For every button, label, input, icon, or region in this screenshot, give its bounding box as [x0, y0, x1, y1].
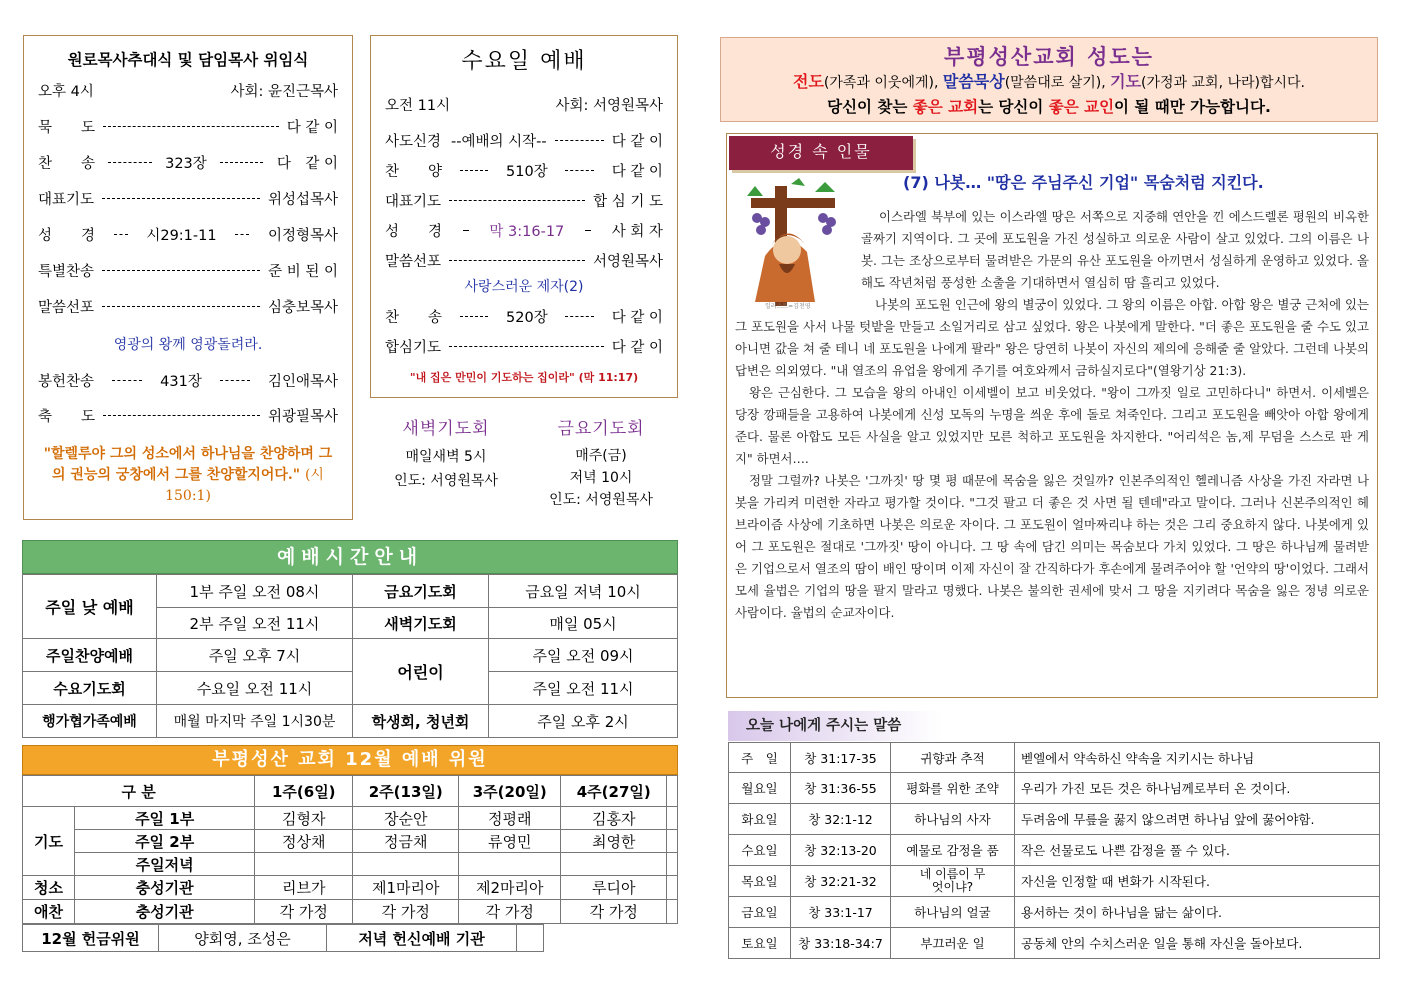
day-cell: 토요일 [729, 928, 791, 959]
wednesday-time: 오전 11시 [385, 98, 451, 114]
cell [561, 853, 667, 876]
ordination-item [38, 116, 338, 137]
food-sub: 충성기관 [75, 900, 255, 924]
dawn-line: 인도: 서영원목사 [394, 473, 498, 489]
table-row [23, 575, 678, 608]
item-label: 특별찬송 [38, 264, 95, 280]
header-cell: 4주(27일) [561, 776, 667, 807]
ordination-header [38, 80, 338, 101]
day-cell: 주 일 [729, 743, 791, 773]
item-right: 다 같 이 [276, 156, 338, 172]
text: 이 될 때만 가능합니다. [1114, 98, 1271, 116]
wednesday-box [370, 35, 678, 398]
table-row [729, 743, 1380, 773]
item-mid: 막 3:16-17 [489, 224, 565, 240]
empty-cell [667, 853, 678, 876]
motto-box [720, 37, 1378, 122]
summary-cell: 우리가 가진 모든 것은 하나님께로부터 온 것이다. [1015, 773, 1380, 804]
header-cell: 2주(13일) [353, 776, 459, 807]
table-row [23, 876, 678, 900]
dawn-title: 새벽기도회 [402, 419, 490, 439]
ordination-item [38, 188, 338, 209]
ref-cell: 창 31:36-55 [791, 773, 891, 804]
text: (가정과 교회, 나라)합시다. [1141, 75, 1305, 91]
food-label: 애찬 [23, 900, 75, 924]
schedule-title: 예배시간안내 [22, 540, 678, 574]
item-label: 사도신경 [385, 134, 442, 150]
kids-time2: 주일 오전 11시 [489, 672, 678, 705]
summary-cell: 공동체 안의 수치스러운 일을 통해 자신을 돌아보다. [1015, 928, 1380, 959]
item-label: 대표기도 [38, 192, 95, 208]
header-cell: 1주(6일) [255, 776, 353, 807]
wednesday-item [385, 160, 663, 181]
item-right: 심충보목사 [267, 300, 338, 316]
item-right: 합 심 기 도 [593, 194, 663, 210]
wednesday-item [385, 250, 663, 271]
cell: 각 가정 [459, 900, 561, 924]
item-right: 김인애목사 [267, 374, 338, 390]
ref-cell: 창 32:1-12 [791, 804, 891, 835]
item-right: 다 같 이 [611, 134, 663, 150]
summary-cell: 두려움에 무릎을 꿇지 않으려면 하나님 앞에 꿇어야함. [1015, 804, 1380, 835]
family-label: 행가협가족예배 [23, 705, 157, 738]
table-row [23, 705, 678, 738]
bible-person-headline: (7) 나봇… "땅은 주님주신 기업" 목숨처럼 지킨다. [903, 173, 1264, 192]
committee-table [22, 775, 678, 924]
cell: 각 가정 [255, 900, 353, 924]
clean-sub: 충성기관 [75, 876, 255, 900]
wed-label: 수요기도회 [23, 672, 157, 705]
item-label: 성 경 [385, 224, 443, 240]
summary-cell: 벧엘에서 약속하신 약속을 지키시는 하나님 [1015, 743, 1380, 773]
row-sub: 주일 2부 [75, 830, 255, 853]
cell: 류영민 [459, 830, 561, 853]
summary-cell: 자신을 인정할 때 변화가 시작된다. [1015, 866, 1380, 897]
item-label: 봉헌찬송 [38, 374, 95, 390]
empty-cell [667, 876, 678, 900]
text-good-member: 좋은 교인 [1048, 98, 1115, 116]
empty-cell [517, 925, 544, 952]
wednesday-item [385, 336, 663, 357]
praise-label: 주일찬양예배 [23, 639, 157, 672]
item-mid: 323장 [165, 156, 207, 172]
text-good-church: 좋은 교회 [912, 98, 979, 116]
item-label: 찬 송 [385, 310, 443, 326]
word-meditation: 말씀묵상 [942, 72, 1005, 91]
friday-title: 금요기도회 [557, 419, 645, 439]
article-paragraph: 왕은 근심한다. 그 모습을 왕의 아내인 이세벨이 보고 비웃었다. "왕이 그까짓 일로 고민하다니" 하면서. 이세벨은 당장 깡패들을 고용하여 나봇에게 신성 모독의 누명을 씌운 후에 돌로 쳐죽인다. 그리고 포도원을 빼앗아 아합 왕에게 준다. 물론 아합도 모든 사실을 알고 있었지만 모른 척하고 포도원을 차지한다. "어리석은 놈,제 무덤을 스스로 판 게지" 하면서…. [735, 385, 1369, 466]
item-right: 다 같 이 [286, 120, 338, 136]
cell: 최영한 [561, 830, 667, 853]
item-label: 축 도 [38, 409, 96, 425]
text: 당신이 찾는 [827, 98, 913, 116]
ordination-leader: 사회: 윤진근목사 [230, 84, 338, 100]
friday-line: 매주(금) [575, 448, 627, 464]
table-row [23, 830, 678, 853]
fri-label: 금요기도회 [353, 575, 489, 608]
table-row [729, 804, 1380, 835]
family-time: 매월 마지막 주일 1시30분 [157, 705, 353, 738]
cell: 각 가정 [353, 900, 459, 924]
ref-cell: 창 32:21-32 [791, 866, 891, 897]
ordination-item [38, 405, 338, 426]
dawn-line: 매일새벽 5시 [405, 449, 487, 465]
table-row [729, 835, 1380, 866]
ordination-item [38, 370, 338, 391]
cell [459, 853, 561, 876]
day-cell: 화요일 [729, 804, 791, 835]
ordination-item [38, 224, 338, 245]
wednesday-item [385, 190, 663, 211]
youth-time: 주일 오후 2시 [489, 705, 678, 738]
ordination-sermon-title: 영광의 왕께 영광돌려라. [113, 337, 263, 353]
article-paragraph: 나봇의 포도원 인근에 왕의 별궁이 있었다. 그 왕의 이름은 아합. 아합 왕은 별궁 근처에 있는 그 포도원을 사서 나물 텃밭을 만들고 소일거리로 삼고 싶었다. 왕은 나봇에게 말한다. "더 좋은 포도원을 줄 수도 있고 아니면 값을 쳐 줄 테니 네 포도원을 나에게 팔라" 왕은 당연히 나봇이 자신의 제의에 응해줄 줄 알았다. 그런데 나봇의 답변은 의외였다. "내 열조의 유업을 왕에게 주기를 여호와께서 금하실지로다"(열왕기상 21:3). [735, 297, 1369, 378]
table-row [729, 928, 1380, 959]
text: (가족과 이웃에게), [823, 75, 943, 91]
ordination-item [38, 260, 338, 281]
fri-time: 금요일 저녁 10시 [489, 575, 678, 608]
wednesday-item [385, 220, 663, 241]
motto-title: 부평성산교회 성도는 [944, 45, 1154, 69]
wednesday-header [385, 94, 663, 115]
summary-cell: 용서하는 것이 하나님을 닮는 삶이다. [1015, 897, 1380, 928]
kids-time1: 주일 오전 09시 [489, 639, 678, 672]
article-paragraph: 이스라엘 북부에 있는 이스라엘 땅은 서쪽으로 지중해 연안을 낀 에스드렐론 평원의 비옥한 골짜기 지역이다. 그 곳에 포도원을 가진 성실하고 의로운 사람이 살고 있었다. 그의 이름은 나봇. 그는 조상으로부터 물려받은 가문의 유산 포도원을 아끼면서 성실하게 운영하고 있었다. 올해도 작년처럼 풍성한 소출을 기대하면서 열심히 땀 흘리고 있었다. [861, 209, 1369, 290]
ordination-item [38, 296, 338, 317]
dawn-label: 새벽기도회 [353, 608, 489, 639]
empty-cell [667, 776, 678, 807]
cell: 제2마리아 [459, 876, 561, 900]
item-mid: 시29:1-11 [146, 228, 217, 244]
friday-line: 인도: 서영원목사 [549, 492, 653, 508]
table-row [23, 807, 678, 830]
day-cell: 수요일 [729, 835, 791, 866]
item-right: 서영원목사 [592, 254, 663, 270]
ordination-time: 오후 4시 [38, 84, 94, 100]
youth-label: 학생회, 청년회 [353, 705, 489, 738]
day-cell: 목요일 [729, 866, 791, 897]
table-row [729, 897, 1380, 928]
table-row [23, 639, 678, 672]
table-row [23, 776, 678, 807]
motto-line2 [721, 69, 1377, 92]
row-sub: 주일 1부 [75, 807, 255, 830]
cell: 장순안 [353, 807, 459, 830]
item-right: 준 비 된 이 [268, 264, 338, 280]
title-cell: 하나님의 얼굴 [891, 897, 1015, 928]
ref-cell: 창 33:18-34:7 [791, 928, 891, 959]
article-body [735, 206, 1369, 624]
day-cell: 월요일 [729, 773, 791, 804]
title-cell: 하나님의 사자 [891, 804, 1015, 835]
row-sub: 주일저녁 [75, 853, 255, 876]
empty-cell [667, 900, 678, 924]
wednesday-leader: 사회: 서영원목사 [555, 98, 663, 114]
table-row [729, 773, 1380, 804]
cell: 정상채 [255, 830, 353, 853]
bible-person-tag: 성경 속 인물 [729, 136, 913, 170]
prayer-label: 기도 [23, 807, 75, 876]
item-right: 다 같 이 [611, 340, 663, 356]
cell [255, 853, 353, 876]
ordination-box [23, 35, 353, 520]
daily-word-tag: 오늘 나에게 주시는 말씀 [728, 711, 942, 741]
ordination-verse [40, 444, 336, 507]
item-label: 찬 송 [38, 156, 96, 172]
daily-word-table [728, 742, 1380, 959]
cell: 루디아 [561, 876, 667, 900]
table-row [729, 866, 1380, 897]
ordination-item [38, 152, 338, 173]
item-label: 말씀선포 [385, 254, 442, 270]
title-cell: 네 이름이 무엇이냐? [891, 866, 1015, 897]
wednesday-item [385, 130, 663, 151]
item-label: 대표기도 [385, 194, 442, 210]
item-label: 찬 양 [385, 164, 443, 180]
empty-cell [667, 807, 678, 830]
table-row [23, 853, 678, 876]
item-mid: 520장 [506, 310, 548, 326]
text: 는 당신이 [978, 98, 1049, 116]
verse-ref: (시 150:1) [165, 467, 324, 504]
item-right: 위성섭목사 [267, 192, 338, 208]
item-right: 이정형목사 [267, 228, 338, 244]
clean-label: 청소 [23, 876, 75, 900]
wednesday-verse: "내 집은 만민이 기도하는 집이라" (막 11:17) [409, 371, 639, 384]
ordination-title: 원로목사추대식 및 담임목사 위임식 [67, 51, 309, 69]
dawn-time: 매일 05시 [489, 608, 678, 639]
wednesday-title: 수요일 예배 [461, 49, 587, 74]
word-prayer: 기도 [1110, 72, 1142, 91]
committee-title: 부평성산 교회 12월 예배 위원 [22, 745, 678, 775]
friday-prayer [526, 414, 676, 511]
item-right: 다 같 이 [611, 164, 663, 180]
header-cell: 3주(20일) [459, 776, 561, 807]
item-label: 묵 도 [38, 120, 96, 136]
item-label: 성 경 [38, 228, 96, 244]
verse-text: "할렐루야 그의 성소에서 하나님을 찬양하며 그의 권능의 궁창에서 그를 찬양할지어다." [43, 446, 333, 483]
evening-label: 저녁 헌신예배 기관 [327, 925, 517, 952]
title-cell: 부끄러운 일 [891, 928, 1015, 959]
ref-cell: 창 32:13-20 [791, 835, 891, 866]
empty-cell [667, 830, 678, 853]
cell: 정금채 [353, 830, 459, 853]
word-evangelism: 전도 [792, 72, 824, 91]
article-paragraph: 정말 그럴까? 나봇은 '그까짓' 땅 몇 평 때문에 목숨을 잃은 것일까? 인본주의적인 헬레니즘 사상을 가진 자라면 나봇을 가리켜 미련한 자라고 평가할 것이다. "그것 팔고 더 좋은 것 사면 될 텐데"라고 말이다. 그러나 신본주의적인 헤브라이즘 사상에 기초하면 나봇은 의로운 자이다. 그 포도원이 얼마짜리냐 하는 것은 그리 중요하지 않다. 나봇에게 있어 그 포도원은 절대로 '그까짓' 땅이 아니다. 그 땅 속에 담긴 의미는 목숨보다 가치 있었다. 그 땅은 하나님께 물려받은 기업으로서 열조의 땀이 배인 땅이며 이제 자신이 잘 간직하다가 후손에게 물려주어야 할 '언약의 땅'이었다. 그래서 모세 율법은 기업의 땅을 팔지 말라고 명했다. 나봇은 불의한 권세에 맞서 그 땅을 지키려다 목숨을 잃은 정녕 의로운 사람이다. 율법의 순교자이다. [735, 473, 1369, 620]
header-cell: 구 분 [23, 776, 255, 807]
motto-line3 [721, 95, 1377, 117]
cell: 김형자 [255, 807, 353, 830]
offering-label: 12월 헌금위원 [23, 925, 159, 952]
wed-time: 수요일 오전 11시 [157, 672, 353, 705]
illustrator-credit: 일러스트=김천영 [765, 303, 811, 310]
offering-names: 양회영, 조성은 [159, 925, 327, 952]
item-label: 말씀선포 [38, 300, 95, 316]
item-right: 사 회 자 [611, 224, 663, 240]
wednesday-sermon-title: 사랑스러운 제자(2) [464, 279, 584, 295]
table-row [23, 672, 678, 705]
cell [353, 853, 459, 876]
ref-cell: 창 31:17-35 [791, 743, 891, 773]
friday-line: 저녁 10시 [569, 470, 633, 486]
title-cell: 평화를 위한 조약 [891, 773, 1015, 804]
ref-cell: 창 33:1-17 [791, 897, 891, 928]
table-row [23, 925, 544, 952]
schedule-table [22, 574, 678, 738]
cell: 정평래 [459, 807, 561, 830]
dawn-prayer [372, 414, 520, 493]
cell: 김홍자 [561, 807, 667, 830]
title-cell: 귀향과 추적 [891, 743, 1015, 773]
service1-time: 1부 주일 오전 08시 [157, 575, 353, 608]
title-cell: 예물로 감정을 품 [891, 835, 1015, 866]
wednesday-item [385, 306, 663, 327]
kids-label: 어린이 [353, 639, 489, 705]
item-label: 합심기도 [385, 340, 442, 356]
sunday-label: 주일 낮 예배 [23, 575, 157, 639]
cell: 리브가 [255, 876, 353, 900]
cell: 각 가정 [561, 900, 667, 924]
bible-person-box [726, 133, 1378, 698]
item-mid: 510장 [506, 164, 548, 180]
cell: 제1마리아 [353, 876, 459, 900]
praise-time: 주일 오후 7시 [157, 639, 353, 672]
day-cell: 금요일 [729, 897, 791, 928]
item-mid: --예배의 시작-- [451, 134, 547, 150]
item-right: 다 같 이 [611, 310, 663, 326]
item-right: 위광필목사 [267, 409, 338, 425]
text: (말씀대로 살기), [1004, 75, 1111, 91]
table-row [23, 900, 678, 924]
item-mid: 431장 [160, 374, 202, 390]
service2-time: 2부 주일 오전 11시 [157, 608, 353, 639]
summary-cell: 작은 선물로도 나쁜 감정을 풀 수 있다. [1015, 835, 1380, 866]
offering-table [22, 924, 544, 952]
